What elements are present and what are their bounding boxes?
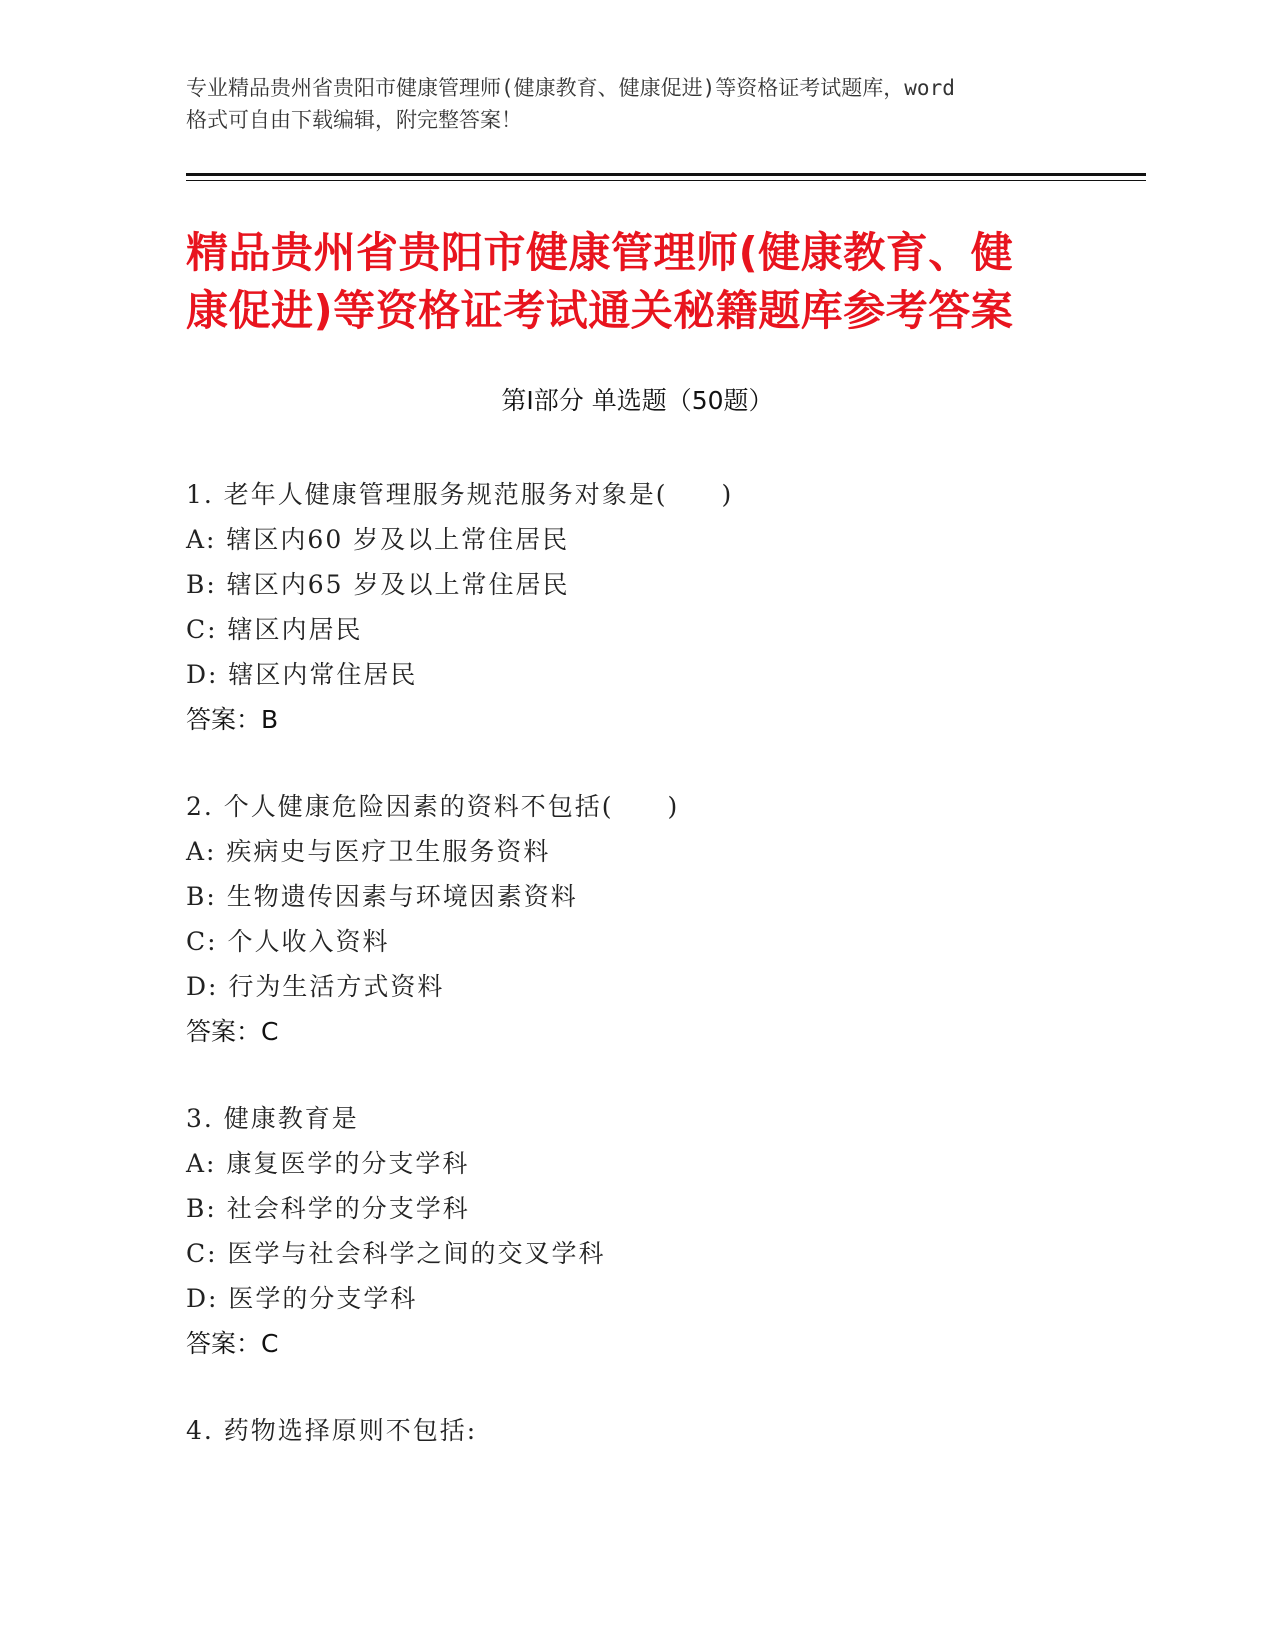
header-note-line-2: 格式可自由下载编辑，附完整答案！ xyxy=(186,108,522,132)
question-1 xyxy=(186,472,1146,742)
header-note xyxy=(186,72,1086,136)
option-d: D: 行为生活方式资料 xyxy=(186,972,445,1001)
question-stem: 2. 个人健康危险因素的资料不包括( ) xyxy=(186,792,680,821)
question-stem: 4. 药物选择原则不包括: xyxy=(186,1416,478,1445)
question-3 xyxy=(186,1096,1146,1366)
header-divider-thin xyxy=(186,180,1146,181)
option-b: B: 辖区内65 岁及以上常住居民 xyxy=(186,570,570,599)
answer: 答案：B xyxy=(186,705,279,734)
header-divider-thick xyxy=(186,173,1146,176)
question-stem: 3. 健康教育是 xyxy=(186,1104,359,1133)
question-2 xyxy=(186,784,1146,1054)
section-heading: 第Ⅰ部分 单选题（50题） xyxy=(501,386,774,415)
question-4 xyxy=(186,1408,1146,1453)
document-title-line-1: 精品贵州省贵阳市健康管理师(健康教育、健 xyxy=(186,228,1014,277)
question-stem: 1. 老年人健康管理服务规范服务对象是( ) xyxy=(186,480,734,509)
option-a: A: 疾病史与医疗卫生服务资料 xyxy=(186,837,551,866)
option-a: A: 康复医学的分支学科 xyxy=(186,1149,470,1178)
option-d: D: 医学的分支学科 xyxy=(186,1284,418,1313)
question-list xyxy=(186,472,1146,1495)
header-note-line-1: 专业精品贵州省贵阳市健康管理师(健康教育、健康促进)等资格证考试题库，word xyxy=(186,76,955,100)
document-title-line-2: 康促进)等资格证考试通关秘籍题库参考答案 xyxy=(186,286,1014,335)
option-b: B: 生物遗传因素与环境因素资料 xyxy=(186,882,578,911)
option-d: D: 辖区内常住居民 xyxy=(186,660,418,689)
option-c: C: 医学与社会科学之间的交叉学科 xyxy=(186,1239,606,1268)
document-title xyxy=(186,224,1086,340)
option-c: C: 辖区内居民 xyxy=(186,615,363,644)
answer: 答案：C xyxy=(186,1017,279,1046)
option-a: A: 辖区内60 岁及以上常住居民 xyxy=(186,525,570,554)
option-b: B: 社会科学的分支学科 xyxy=(186,1194,470,1223)
answer: 答案：C xyxy=(186,1329,279,1358)
option-c: C: 个人收入资料 xyxy=(186,927,390,956)
